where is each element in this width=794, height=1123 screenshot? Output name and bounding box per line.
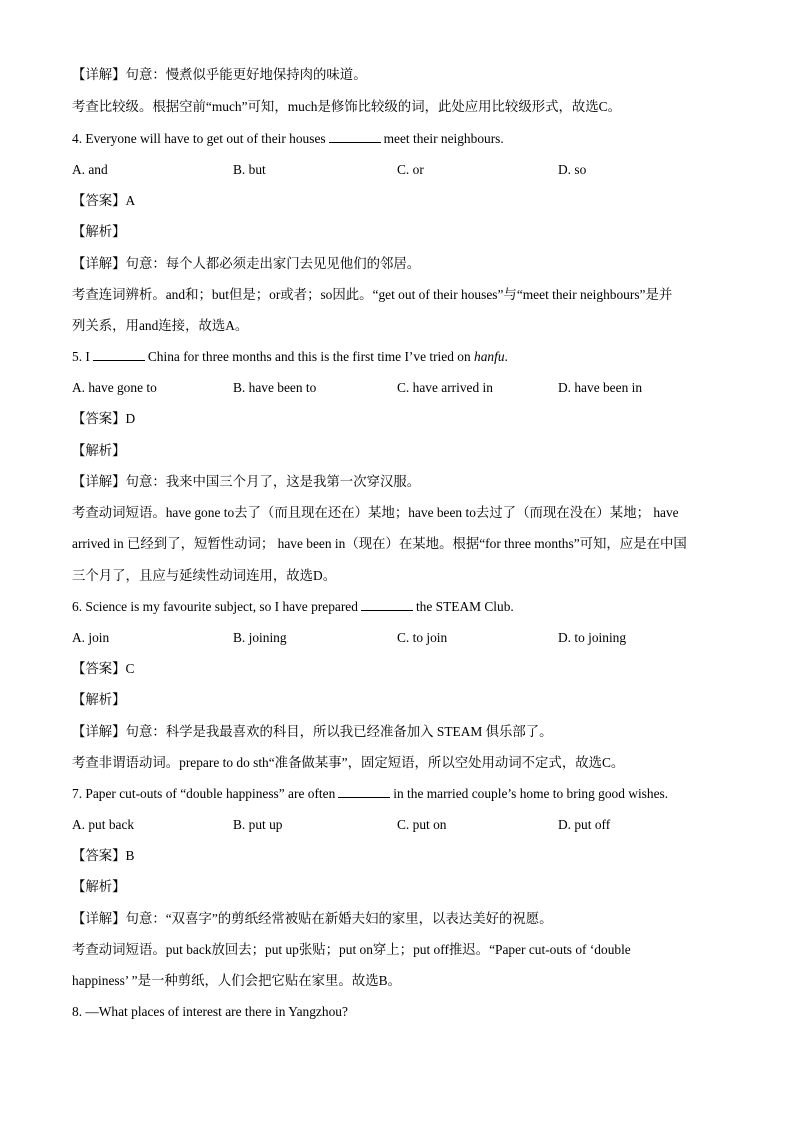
option-c: C. have arrived in: [397, 380, 493, 395]
question-8: 8. —What places of interest are there in Yangzhou?: [72, 1004, 348, 1019]
detail-line: 三个月了，且应与延续性动词连用，故选D。: [72, 568, 337, 583]
analysis-heading: 【解析】: [72, 224, 126, 239]
question-5-stem-a: 5. I: [72, 349, 90, 364]
option-a: A. put back: [72, 817, 135, 832]
detail-line: 考查非谓语动词。prepare to do sth“准备做某事”，固定短语，所以空处用动词不定式，故选C。: [72, 755, 625, 770]
answer-blank: [329, 130, 381, 143]
detail-line: 【详解】句意：慢煮似乎能更好地保持肉的味道。: [72, 67, 367, 82]
option-c: C. to join: [397, 630, 448, 645]
analysis-heading: 【解析】: [72, 443, 126, 458]
detail-line: 考查连词辨析。and和；but但是；or或者；so因此。“get out of their houses”与“meet their neighbours”是并: [72, 287, 673, 302]
question-7-options: [72, 816, 732, 834]
question-6-stem-b: the STEAM Club.: [415, 599, 514, 614]
question-5-options: [72, 379, 732, 397]
option-b: B. put up: [233, 817, 283, 832]
answer-blank: [361, 598, 413, 611]
option-d: D. have been in: [558, 380, 643, 395]
question-4-options: [72, 161, 732, 179]
detail-line: happiness’ ”是一种剪纸，人们会把它贴在家里。故选B。: [72, 973, 401, 988]
option-c: C. or: [397, 162, 424, 177]
detail-line: 列关系，用and连接，故选A。: [72, 318, 249, 333]
detail-line: arrived in 已经到了，短暂性动词； have been in（现在）在某地。根据“for three months”可知，应是在中国: [72, 536, 687, 551]
question-4-stem-b: meet their neighbours.: [383, 131, 504, 146]
option-d: D. to joining: [558, 630, 627, 645]
question-6-options: [72, 629, 732, 647]
analysis-heading: 【解析】: [72, 879, 126, 894]
option-a: A. have gone to: [72, 380, 157, 395]
question-7: [72, 785, 668, 803]
option-d: D. put off: [558, 817, 611, 832]
option-a: A. and: [72, 162, 108, 177]
question-5-italic-word: hanfu: [474, 349, 505, 364]
detail-line: 考查动词短语。put back放回去；put up张贴；put on穿上；put off推迟。“Paper cut-outs of ‘double: [72, 942, 631, 957]
option-b: B. have been to: [233, 380, 317, 395]
question-5-period: .: [504, 349, 508, 364]
answer-blank: [338, 785, 390, 798]
question-6-stem-a: 6. Science is my favourite subject, so I have prepared: [72, 599, 358, 614]
question-5: [72, 348, 508, 366]
detail-line: 【详解】句意：“双喜字”的剪纸经常被贴在新婚夫妇的家里，以表达美好的祝愿。: [72, 911, 553, 926]
option-a: A. join: [72, 630, 110, 645]
answer-line: 【答案】A: [72, 193, 136, 208]
question-4: [72, 130, 504, 148]
detail-line: 【详解】句意：我来中国三个月了，这是我第一次穿汉服。: [72, 474, 421, 489]
analysis-line: 考查比较级。根据空前“much”可知，much是修饰比较级的词，此处应用比较级形式，故选C。: [72, 99, 621, 114]
answer-line: 【答案】B: [72, 848, 135, 863]
question-6: [72, 598, 514, 616]
option-b: B. joining: [233, 630, 287, 645]
analysis-heading: 【解析】: [72, 692, 126, 707]
answer-line: 【答案】C: [72, 661, 135, 676]
option-b: B. but: [233, 162, 266, 177]
question-7-stem-b: in the married couple’s home to bring good wishes.: [393, 786, 669, 801]
detail-line: 【详解】句意：每个人都必须走出家门去见见他们的邻居。: [72, 256, 421, 271]
option-d: D. so: [558, 162, 587, 177]
answer-blank: [93, 348, 145, 361]
question-7-stem-a: 7. Paper cut-outs of “double happiness” are often: [72, 786, 336, 801]
option-c: C. put on: [397, 817, 447, 832]
answer-line: 【答案】D: [72, 411, 136, 426]
question-4-stem-a: 4. Everyone will have to get out of their houses: [72, 131, 326, 146]
detail-line: 考查动词短语。have gone to去了（而且现在还在）某地；have been to去过了（而现在没在）某地； have: [72, 505, 679, 520]
detail-line: 【详解】句意：科学是我最喜欢的科目，所以我已经准备加入 STEAM 俱乐部了。: [72, 724, 553, 739]
question-5-stem-b: China for three months and this is the first time I’ve tried on: [147, 349, 471, 364]
